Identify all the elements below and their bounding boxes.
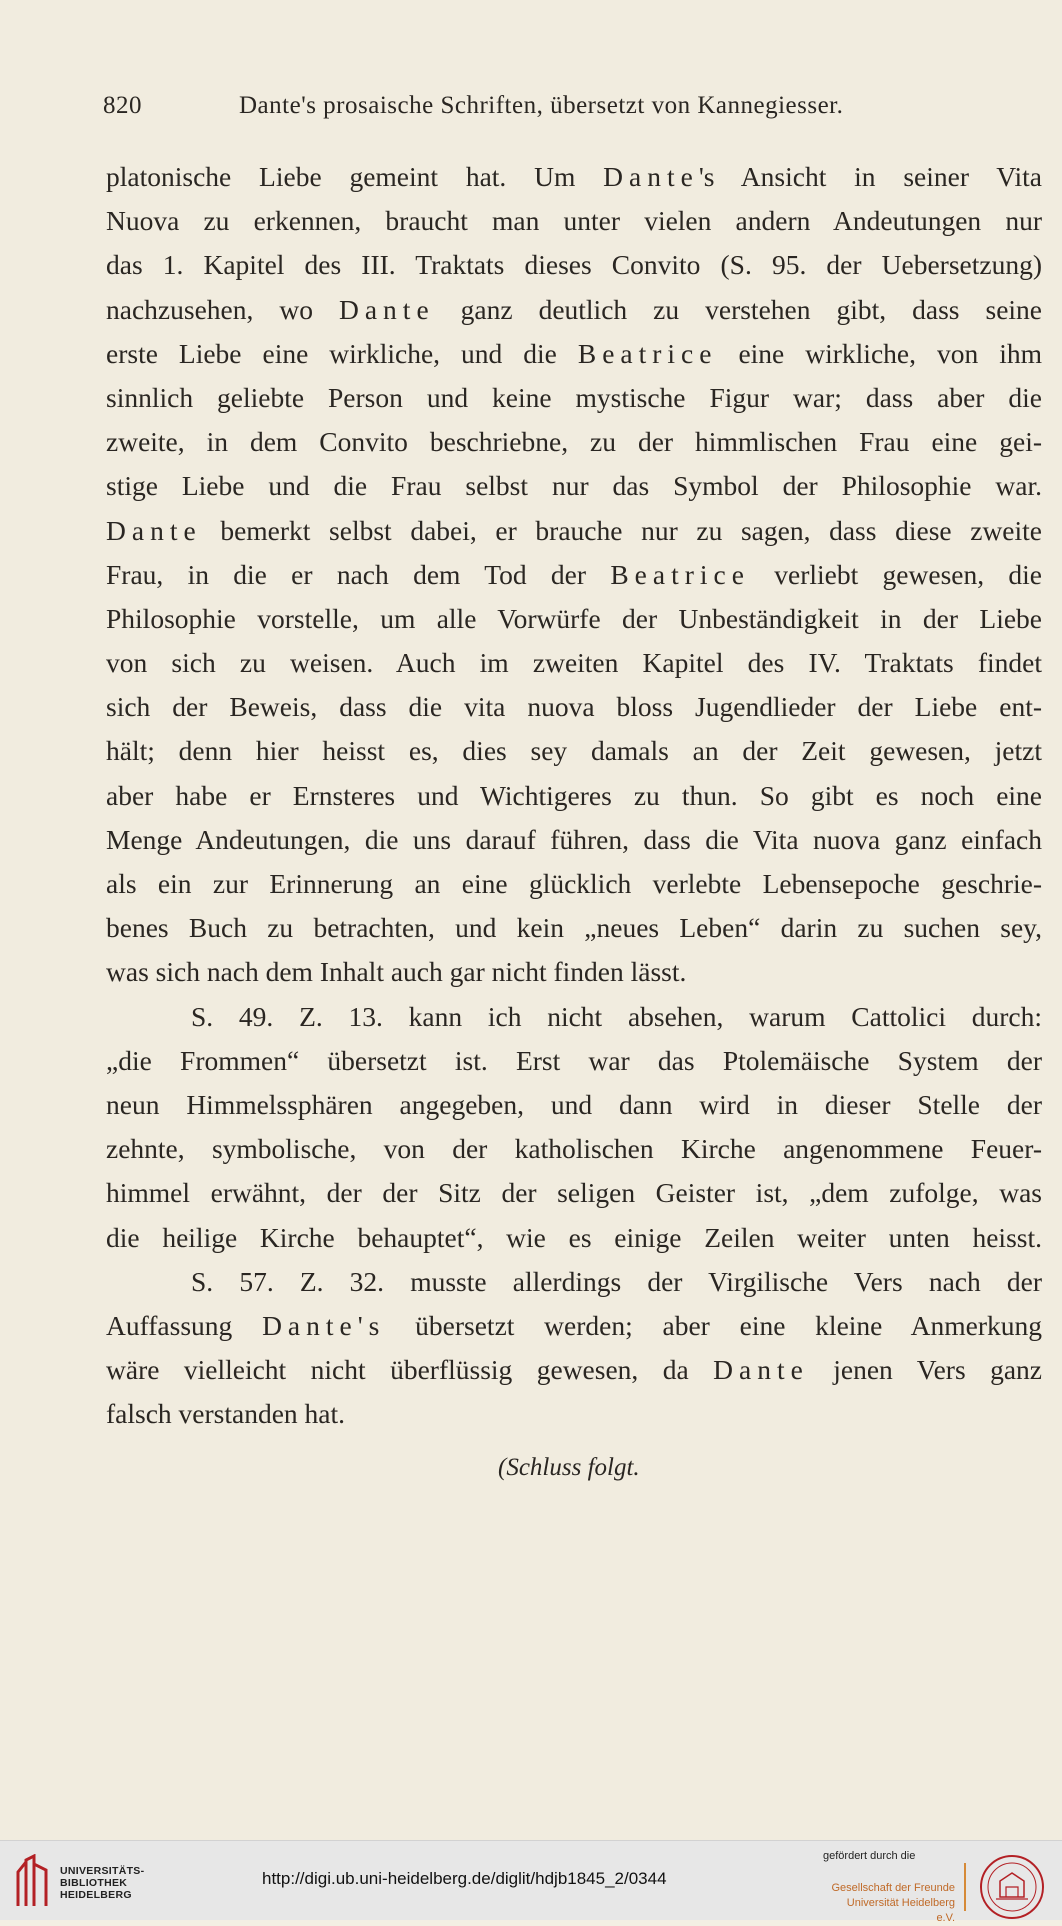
- text-segment: eine wirkliche, von ihm: [717, 337, 1043, 369]
- society-name: [826, 1881, 955, 1926]
- text-segment: S. 57. Z. 32. musste allerdings der Virgilische Vers nach der: [191, 1265, 1042, 1297]
- text-segment: falsch verstanden hat.: [106, 1398, 346, 1430]
- running-title: Dante's prosaische Schriften, übersetzt von Kannegiesser.: [239, 92, 844, 119]
- text-segment: himmel erwähnt, der der Sitz der seligen Geister ist, „dem zufolge, was: [106, 1177, 1042, 1209]
- text-line: [106, 1171, 1042, 1215]
- text-line: [106, 1348, 1042, 1392]
- text-line: [106, 553, 1042, 597]
- library-name-line: BIBLIOTHEK: [60, 1877, 128, 1889]
- text-line: [106, 906, 1042, 950]
- text-line: [106, 509, 1042, 553]
- library-name-line: HEIDELBERG: [60, 1889, 132, 1901]
- text-segment: benes Buch zu betrachten, und kein „neues Leben“ darin zu suchen sey,: [106, 912, 1042, 944]
- text-line: [106, 464, 1042, 508]
- text-segment: sinnlich geliebte Person und keine mystische Figur war; dass aber die: [106, 381, 1042, 413]
- society-name-line: Universität Heidelberg e.V.: [846, 1897, 955, 1924]
- text-segment: Philosophie vorstelle, um alle Vorwürfe der Unbeständigkeit in der Liebe: [106, 602, 1042, 634]
- spaced-name: Beatrice: [577, 337, 718, 369]
- text-line: [106, 1392, 1042, 1436]
- text-line: [106, 729, 1042, 773]
- text-segment: Menge Andeutungen, die uns darauf führen, dass die Vita nuova ganz einfach: [106, 823, 1042, 855]
- text-line: [106, 950, 1042, 994]
- text-segment: „die Frommen“ übersetzt ist. Erst war das Ptolemäische System der: [106, 1044, 1042, 1076]
- digitization-footer: [0, 1840, 1062, 1924]
- text-segment: von sich zu weisen. Auch im zweiten Kapitel des IV. Traktats findet: [106, 647, 1042, 679]
- text-segment: sich der Beweis, dass die vita nuova bloss Jugendlieder der Liebe ent-: [106, 691, 1042, 723]
- text-segment: Nuova zu erkennen, braucht man unter vielen andern Andeutungen nur: [106, 205, 1042, 237]
- text-line: [106, 1127, 1042, 1171]
- text-line: [106, 995, 1042, 1039]
- text-segment: ganz deutlich zu verstehen gibt, dass seine: [434, 293, 1043, 325]
- spaced-name: Dante: [603, 161, 699, 192]
- text-segment: verliebt gewesen, die: [749, 558, 1043, 590]
- body-text: [106, 155, 1042, 1436]
- permalink-url[interactable]: http://digi.ub.uni-heidelberg.de/diglit/hdjb1845_2/0344: [262, 1869, 667, 1888]
- text-segment: das 1. Kapitel des III. Traktats dieses Convito (S. 95. der Uebersetzung): [106, 249, 1042, 281]
- text-segment: bemerkt selbst dabei, er brauche nur zu sagen, dass diese zweite: [201, 514, 1042, 546]
- text-line: [106, 1039, 1042, 1083]
- text-segment: S. 49. Z. 13. kann ich nicht absehen, warum Cattolici durch:: [191, 1000, 1042, 1032]
- text-line: [106, 818, 1042, 862]
- text-line: [106, 1260, 1042, 1304]
- text-line: [106, 641, 1042, 685]
- text-segment: die heilige Kirche behauptet“, wie es einige Zeilen weiter unten heisst.: [106, 1221, 1042, 1253]
- text-line: [106, 1083, 1042, 1127]
- footer-divider: [964, 1863, 966, 1911]
- text-segment: neun Himmelssphären angegeben, und dann wird in dieser Stelle der: [106, 1088, 1042, 1120]
- library-name-line: UNIVERSITÄTS-: [60, 1865, 145, 1877]
- text-line: [106, 376, 1042, 420]
- text-segment: nachzusehen, wo: [106, 293, 339, 325]
- text-line: [106, 288, 1042, 332]
- text-line: [106, 1216, 1042, 1260]
- text-segment: aber habe er Ernsteres und Wichtigeres zu thun. So gibt es noch eine: [106, 779, 1042, 811]
- spaced-name: Dante's: [262, 1309, 386, 1341]
- text-line: [106, 243, 1042, 287]
- text-segment: hält; denn hier heisst es, dies sey damals an der Zeit gewesen, jetzt: [106, 735, 1042, 767]
- society-name-line: Gesellschaft der Freunde: [831, 1882, 955, 1894]
- text-segment: 's Ansicht in seiner Vita: [698, 161, 1042, 192]
- library-name: [60, 1865, 144, 1901]
- text-line: [106, 420, 1042, 464]
- spaced-name: Dante: [713, 1354, 809, 1386]
- text-line: [106, 597, 1042, 641]
- text-segment: übersetzt werden; aber eine kleine Anmerkung: [385, 1309, 1042, 1341]
- text-line: [106, 774, 1042, 818]
- funded-by-label: gefördert durch die: [823, 1850, 916, 1862]
- text-segment: was sich nach dem Inhalt auch gar nicht finden lässt.: [106, 956, 687, 988]
- text-line: [106, 862, 1042, 906]
- text-segment: stige Liebe und die Frau selbst nur das Symbol der Philosophie war.: [106, 470, 1042, 502]
- text-segment: jenen Vers ganz: [808, 1354, 1043, 1386]
- page-number: 820: [103, 92, 142, 119]
- spaced-name: Beatrice: [610, 558, 750, 590]
- text-line: [106, 199, 1042, 243]
- library-logo-icon: [12, 1854, 52, 1908]
- text-segment: erste Liebe eine wirkliche, und die: [106, 337, 578, 369]
- text-line: [106, 155, 1042, 199]
- text-line: [106, 685, 1042, 729]
- spaced-name: Dante: [338, 293, 435, 325]
- text-segment: Frau, in die er nach dem Tod der: [106, 558, 611, 590]
- university-seal-icon: [978, 1853, 1046, 1921]
- text-segment: Auffassung: [106, 1309, 263, 1341]
- text-segment: zehnte, symbolische, von der katholischen Kirche angenommene Feuer-: [106, 1133, 1042, 1165]
- text-line: [106, 1304, 1042, 1348]
- text-segment: zweite, in dem Convito beschriebne, zu der himmlischen Frau eine gei-: [106, 426, 1042, 458]
- text-segment: als ein zur Erinnerung an eine glücklich verlebte Lebensepoche geschrie-: [106, 868, 1042, 899]
- text-segment: platonische Liebe gemeint hat. Um: [106, 161, 604, 192]
- page-header: [103, 92, 903, 128]
- spaced-name: Dante: [106, 514, 202, 546]
- text-segment: wäre vielleicht nicht überflüssig gewesen, da: [106, 1354, 714, 1386]
- text-line: [106, 332, 1042, 376]
- closing-note: (Schluss folgt.: [498, 1454, 640, 1481]
